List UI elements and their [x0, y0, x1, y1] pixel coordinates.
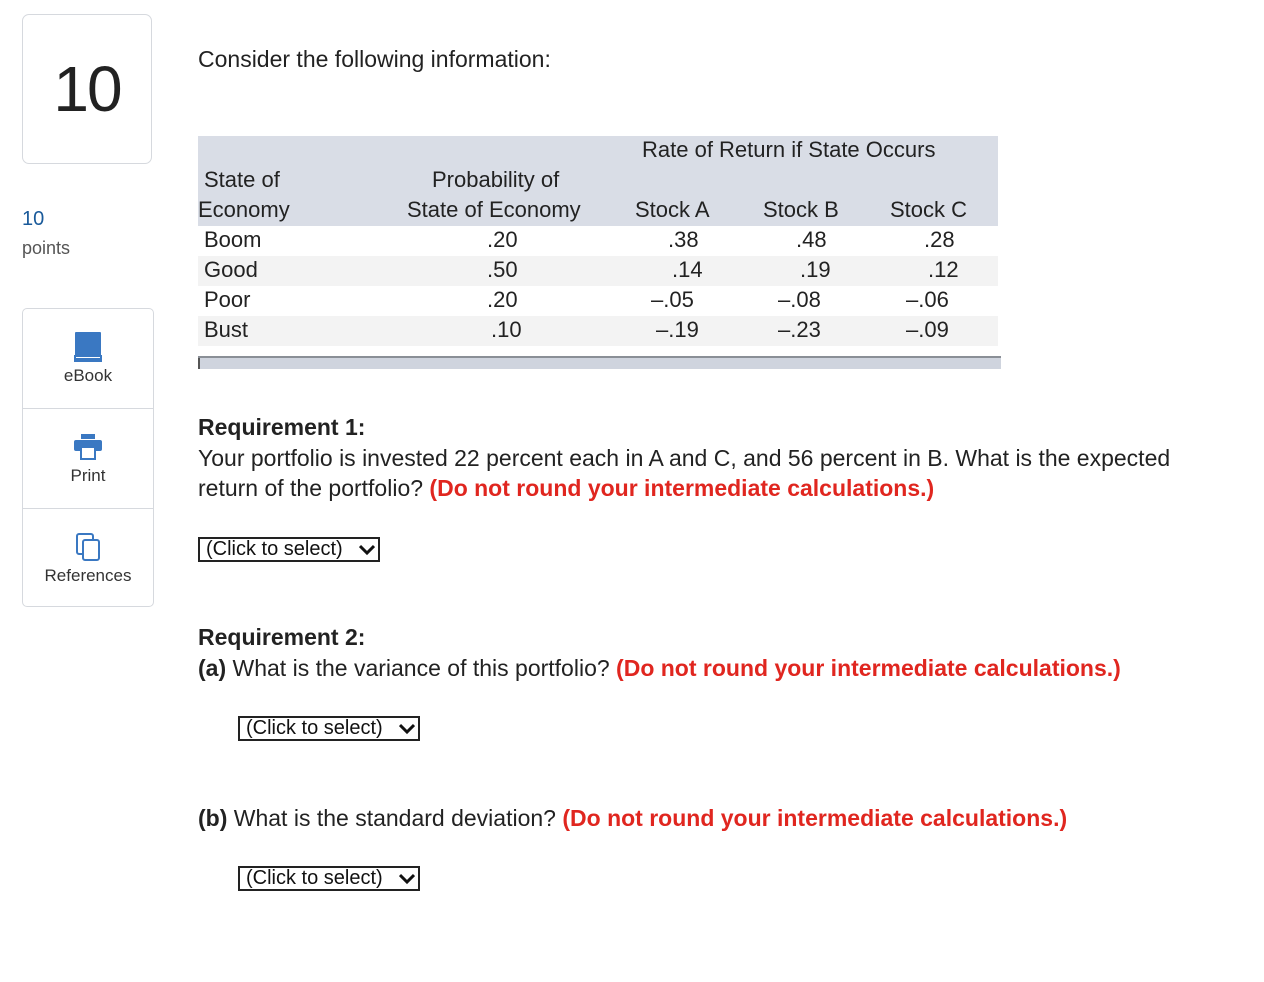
table-scrollbar-edge: [198, 358, 200, 369]
req2b-label: (b): [198, 805, 228, 831]
req1-select-value: (Click to select): [206, 538, 343, 560]
req1-note: (Do not round your intermediate calculations.): [429, 475, 935, 501]
ebook-label: eBook: [63, 366, 113, 385]
req2a-question: [198, 653, 1208, 683]
question-number: 10: [53, 53, 121, 125]
table-cell-state: Boom: [204, 227, 262, 252]
table-cell-a: –.19: [656, 317, 699, 342]
req2a-label: (a): [198, 655, 227, 681]
question-number-box: [22, 14, 152, 164]
printer-icon: [73, 431, 103, 463]
group-header: Rate of Return if State Occurs: [642, 137, 936, 162]
req2b-select-value: (Click to select): [246, 867, 383, 889]
print-button[interactable]: [23, 408, 153, 508]
col-prob-line2: State of Economy: [407, 197, 581, 222]
col-state-line1: State of: [204, 167, 280, 192]
col-stock-c: Stock C: [890, 197, 968, 222]
req2b-text: What is the standard deviation?: [233, 805, 556, 831]
copy-pages-icon: [73, 531, 103, 563]
table-cell-a: .14: [672, 257, 703, 282]
table-cell-b: –.23: [778, 317, 821, 342]
table-cell-state: Bust: [204, 317, 249, 342]
chevron-down-icon: [396, 719, 418, 739]
table-cell-state: Poor: [204, 287, 251, 312]
table-cell-c: –.09: [906, 317, 949, 342]
print-label: Print: [70, 466, 106, 485]
req1-question: [198, 443, 1208, 503]
ebook-button[interactable]: [23, 309, 153, 408]
table-cell-b: .48: [796, 227, 827, 252]
table-cell-prob: .20: [487, 287, 518, 312]
table-cell-c: .28: [924, 227, 955, 252]
req2b-question: [198, 803, 1208, 833]
points-label: points: [22, 238, 71, 258]
col-state-line2: Economy: [198, 197, 290, 222]
table-cell-b: .19: [800, 257, 831, 282]
table-cell-c: –.06: [906, 287, 949, 312]
references-label: References: [44, 566, 132, 585]
req1-answer-select[interactable]: [198, 537, 380, 562]
table-cell-c: .12: [928, 257, 959, 282]
table-cell-prob: .10: [491, 317, 522, 342]
req2a-text: What is the variance of this portfolio?: [232, 655, 610, 681]
req2-title: Requirement 2:: [198, 624, 366, 650]
chevron-down-icon: [356, 540, 378, 560]
references-button[interactable]: [23, 508, 153, 608]
book-icon: [73, 331, 103, 363]
table-cell-prob: .20: [487, 227, 518, 252]
col-prob-line1: Probability of: [432, 167, 560, 192]
req2b-note: (Do not round your intermediate calculations.): [562, 805, 1068, 831]
req1-text: Your portfolio is invested 22 percent each in A and C, and 56 percent in B. What is the expected return of the portfolio?: [198, 445, 1171, 501]
row-stripe: [198, 256, 998, 286]
table-cell-a: –.05: [651, 287, 694, 312]
tools-panel: [22, 308, 154, 607]
col-stock-b: Stock B: [763, 197, 839, 222]
returns-table: [198, 136, 998, 370]
intro-text: Consider the following information:: [198, 46, 551, 72]
table-cell-a: .38: [668, 227, 699, 252]
table-scrollbar[interactable]: [198, 358, 1001, 369]
table-cell-state: Good: [204, 257, 258, 282]
col-stock-a: Stock A: [635, 197, 710, 222]
table-cell-prob: .50: [487, 257, 518, 282]
points-value: 10: [22, 208, 45, 230]
req2a-answer-select[interactable]: [238, 716, 420, 741]
req2a-select-value: (Click to select): [246, 717, 383, 739]
req1-title: Requirement 1:: [198, 414, 366, 440]
chevron-down-icon: [396, 869, 418, 889]
table-cell-b: –.08: [778, 287, 821, 312]
row-stripe: [198, 316, 998, 346]
req2b-answer-select[interactable]: [238, 866, 420, 891]
req2a-note: (Do not round your intermediate calculations.): [616, 655, 1121, 681]
